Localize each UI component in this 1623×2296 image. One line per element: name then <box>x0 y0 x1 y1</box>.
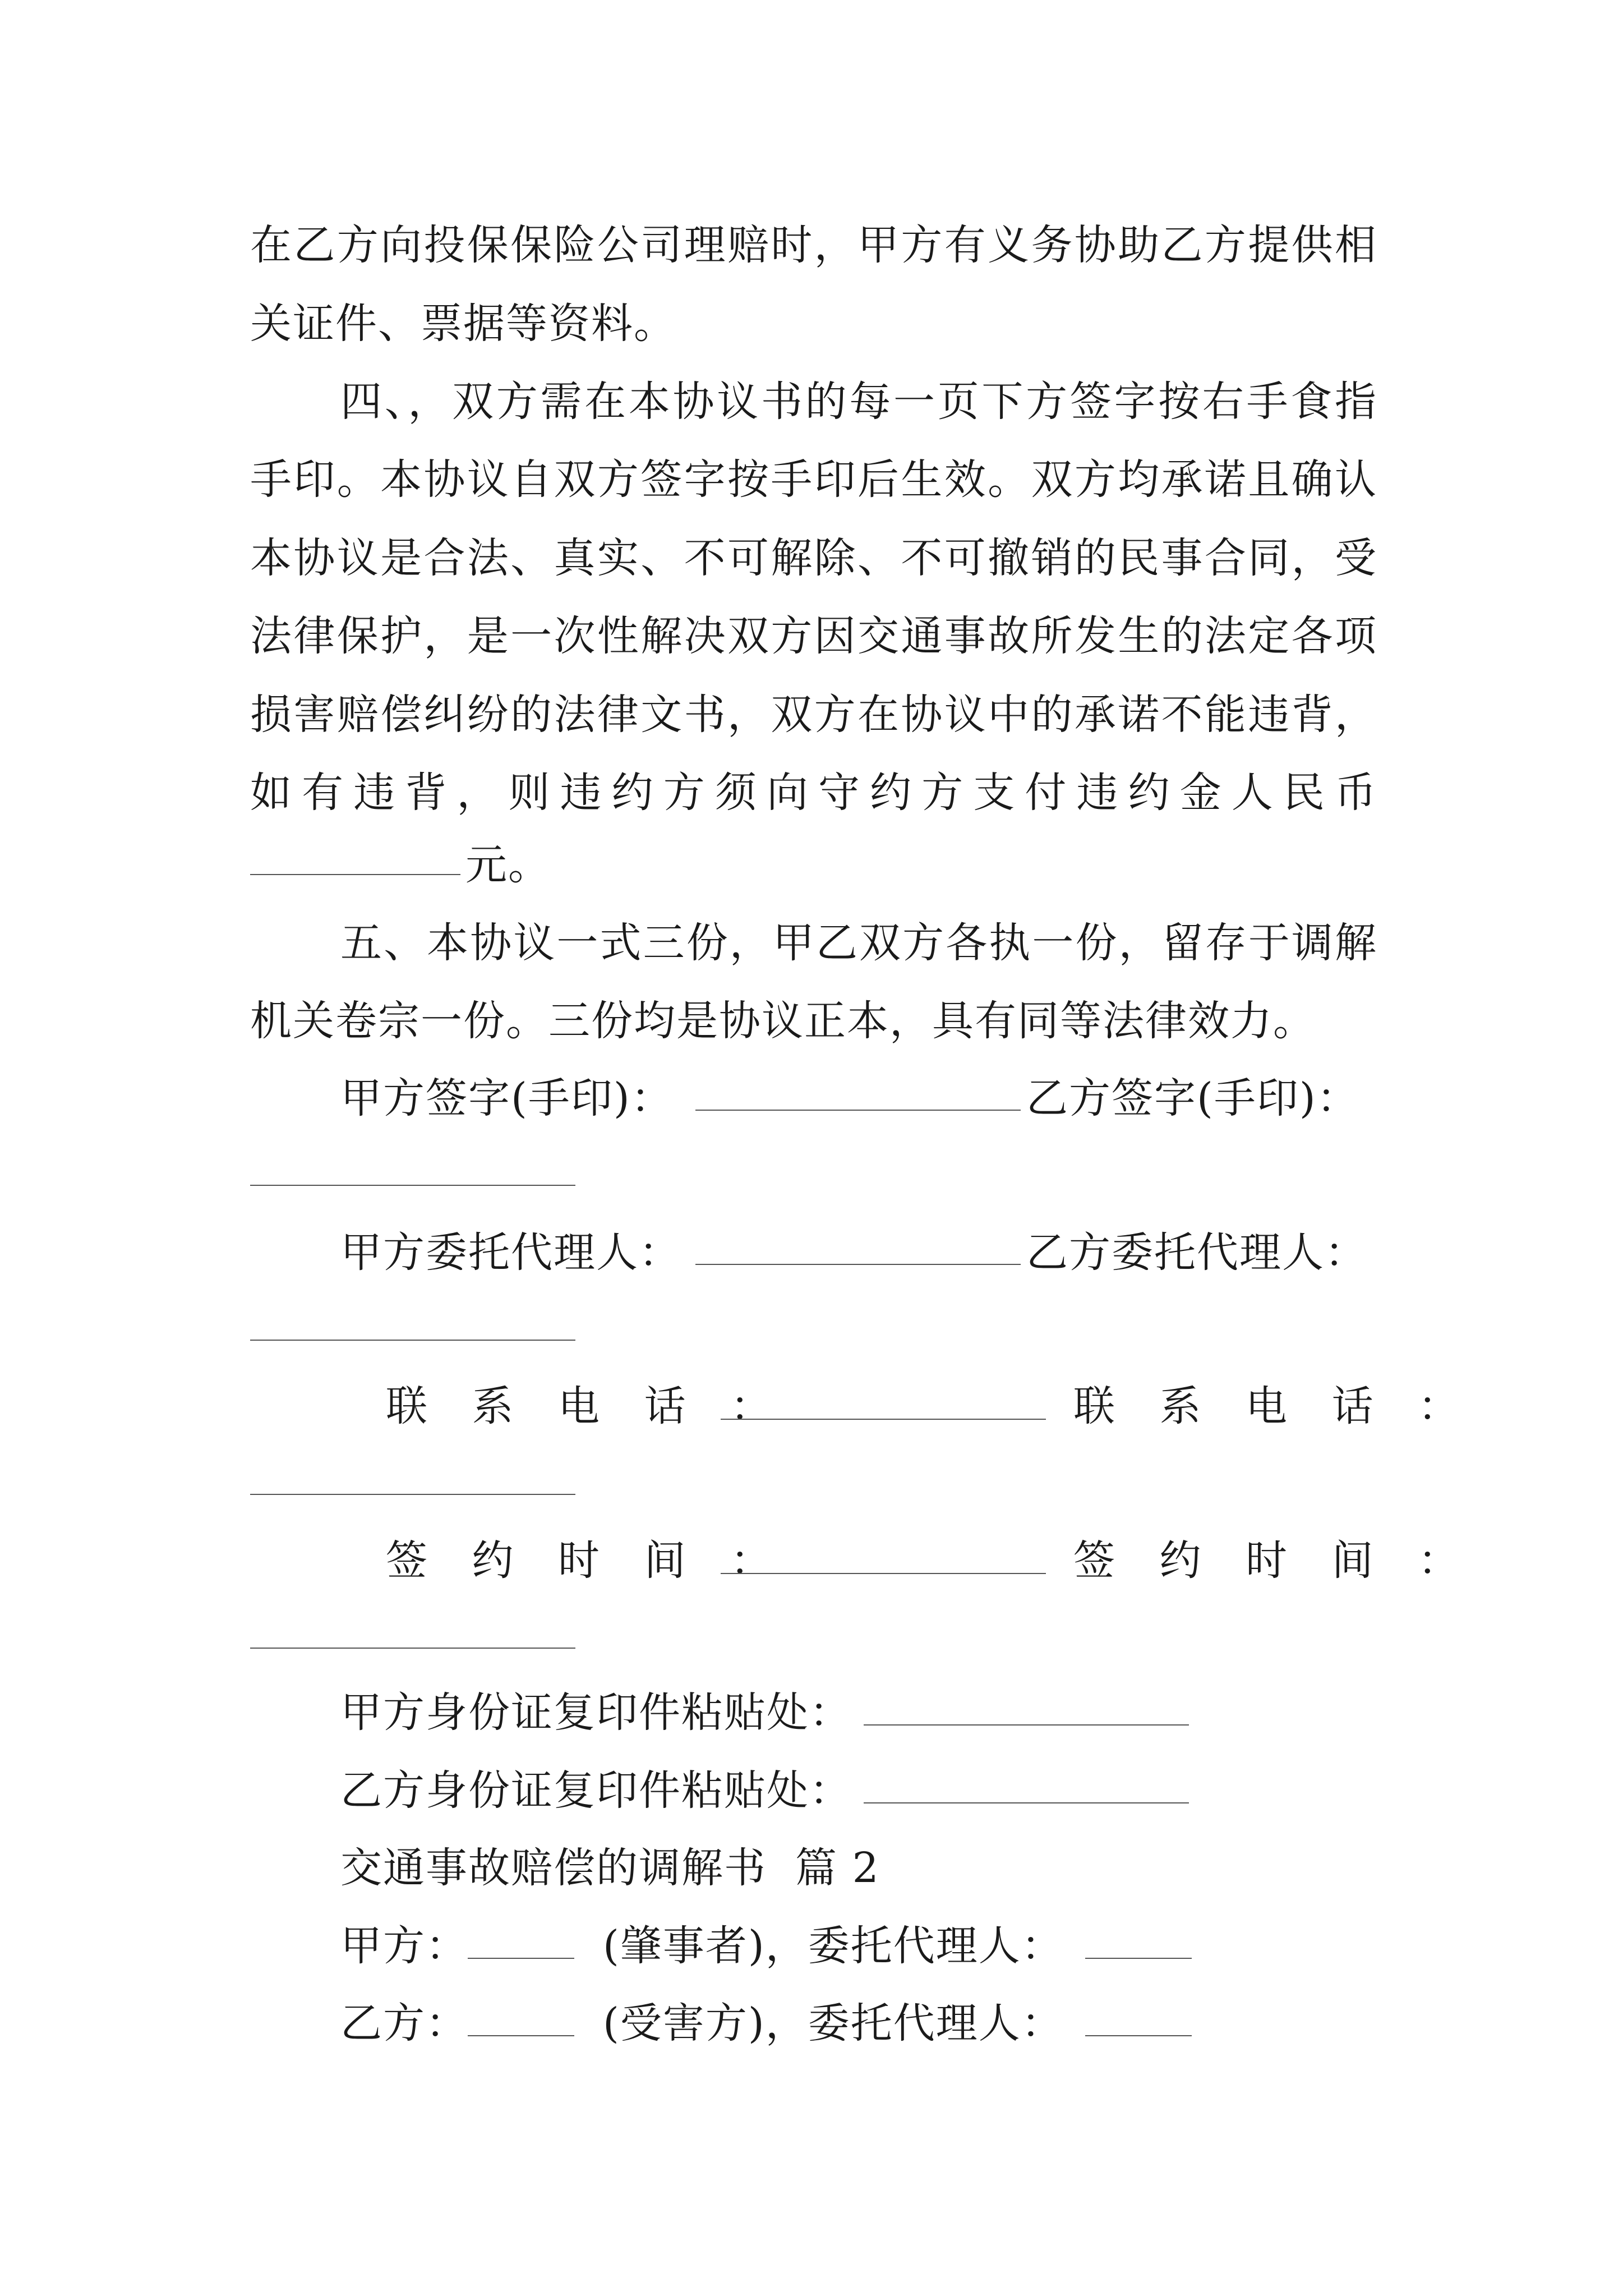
party-b-sign-blank <box>250 1185 575 1186</box>
party-a-agent-blank <box>695 1264 1021 1265</box>
party-b-agent-blank <box>250 1340 575 1341</box>
party-a-sign-label: 甲方签字(手印)： <box>340 1074 674 1122</box>
phone-b-label: 联 系 电 话 ： <box>1073 1382 1476 1430</box>
party-a-role: (肇事者)，委托代理人： <box>603 1922 1064 1970</box>
party-b-sign-label: 乙方签字(手印)： <box>1026 1074 1359 1122</box>
paragraph-line: 手印。本协议自双方签字按手印后生效。双方均承诺且确认 <box>250 455 1377 504</box>
party-a-name-blank <box>468 1958 574 1959</box>
party-a-sign-blank <box>695 1110 1021 1111</box>
paragraph-line: 如有违背，则违约方须向守约方支付违约金人民币 <box>250 769 1377 817</box>
party-b-agent-label: 乙方委托代理人： <box>1026 1228 1367 1277</box>
party-b-name-blank <box>468 2035 574 2036</box>
paragraph-line: 机关卷宗一份。三份均是协议正本，具有同等法律效力。 <box>250 997 1316 1045</box>
party-b-agent-name-blank <box>1085 2035 1192 2036</box>
amount-blank <box>250 874 460 875</box>
paragraph-line: 元。 <box>465 841 551 889</box>
phone-b-blank <box>250 1494 575 1495</box>
party-a-agent-label: 甲方委托代理人： <box>340 1228 681 1277</box>
party-b-role: (受害方)，委托代理人： <box>603 1999 1064 2047</box>
id-a-blank <box>864 1724 1189 1726</box>
paragraph-line: 四、，双方需在本协议书的每一页下方签字按右手食指 <box>340 378 1377 426</box>
date-b-blank <box>250 1648 575 1649</box>
paragraph-line: 关证件、票据等资料。 <box>250 300 676 348</box>
paragraph-line: 损害赔偿纠纷的法律文书，双方在协议中的承诺不能违背， <box>250 691 1377 739</box>
id-b-blank <box>864 1802 1189 1803</box>
paragraph-line: 法律保护，是一次性解决双方因交通事故所发生的法定各项 <box>250 612 1377 660</box>
date-a-label: 签 约 时 间 ： <box>386 1536 788 1585</box>
paragraph-line: 本协议是合法、真实、不可解除、不可撤销的民事合同，受 <box>250 534 1377 582</box>
phone-a-label: 联 系 电 话 ： <box>386 1382 788 1430</box>
paragraph-line: 五、本协议一式三份，甲乙双方各执一份，留存于调解 <box>340 919 1377 967</box>
party-a-label: 甲方： <box>340 1922 468 1970</box>
id-b-label: 乙方身份证复印件粘贴处： <box>340 1766 852 1815</box>
party-a-agent-name-blank <box>1085 1958 1192 1959</box>
id-a-label: 甲方身份证复印件粘贴处： <box>340 1688 852 1737</box>
date-a-blank <box>721 1573 1046 1574</box>
paragraph-line: 在乙方向投保保险公司理赔时，甲方有义务协助乙方提供相 <box>250 221 1377 269</box>
date-b-label: 签 约 时 间 ： <box>1073 1536 1476 1585</box>
section-heading: 交通事故赔偿的调解书 篇 2 <box>340 1844 880 1892</box>
party-b-label: 乙方： <box>340 1999 468 2047</box>
phone-a-blank <box>721 1419 1046 1420</box>
